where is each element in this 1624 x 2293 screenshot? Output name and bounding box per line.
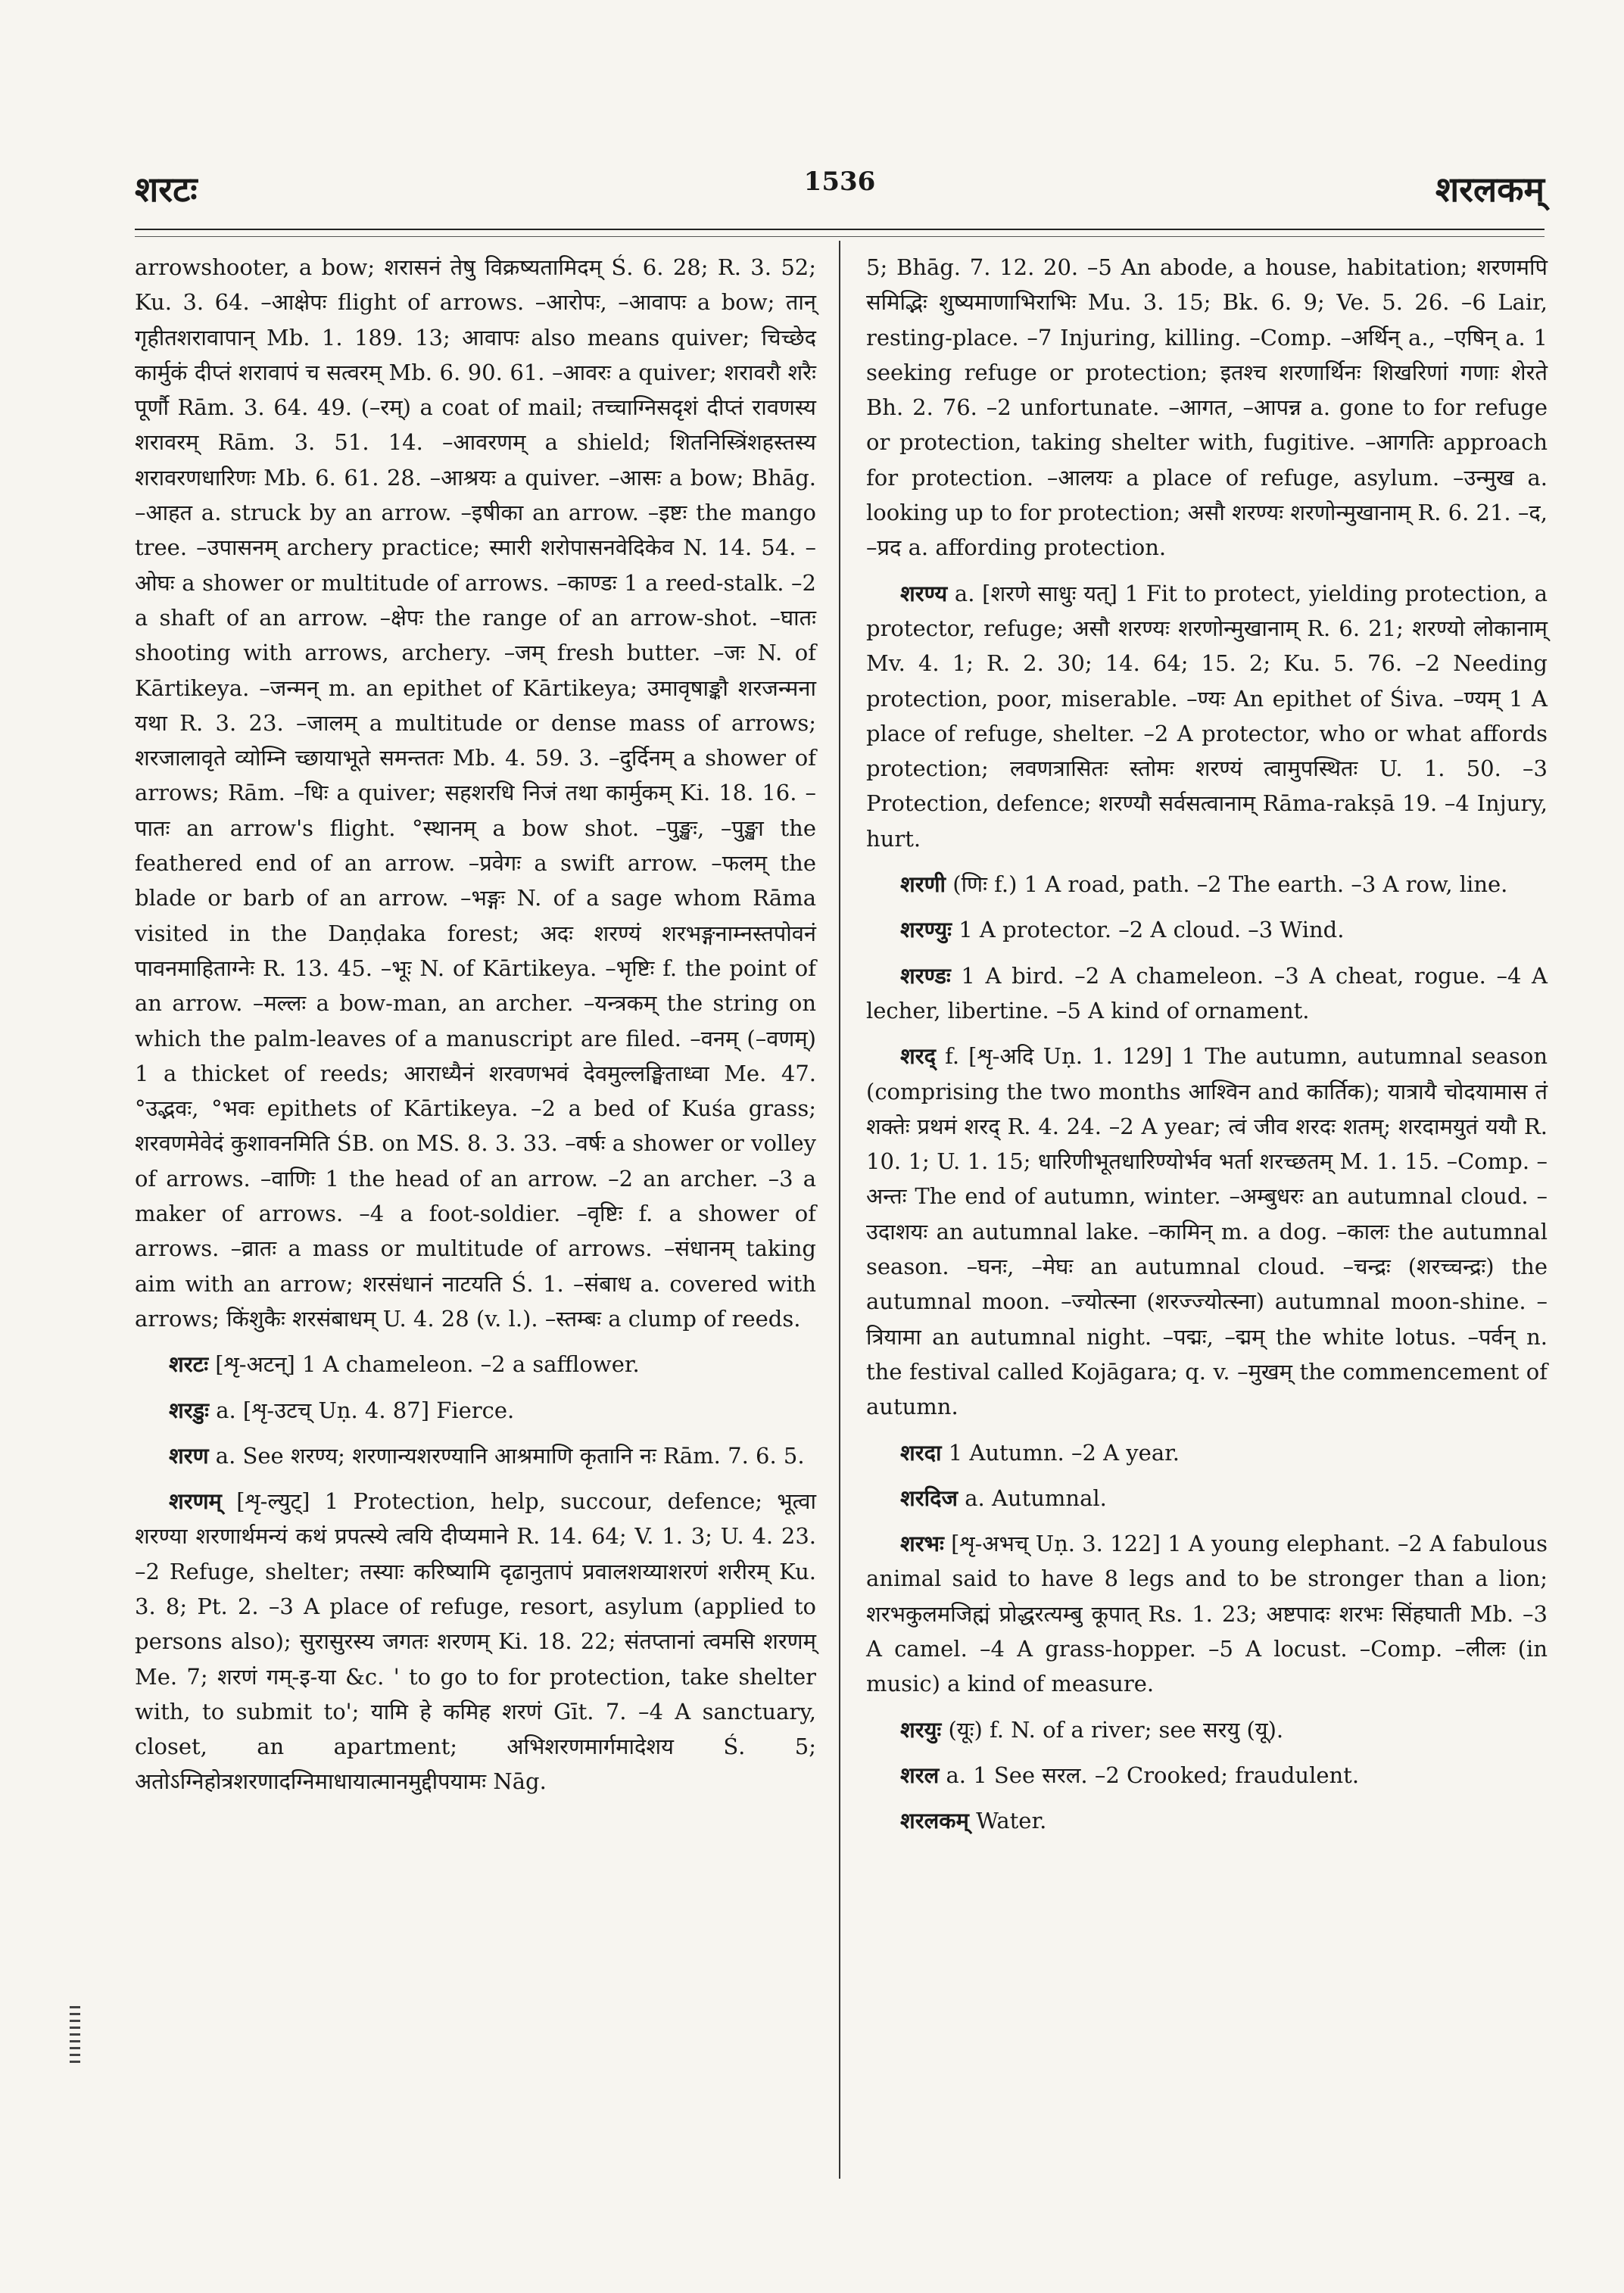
- headword: शरणम्: [169, 1488, 222, 1515]
- headword: शरदा: [900, 1439, 942, 1466]
- running-head-right: शरलकम्: [1435, 169, 1545, 210]
- headword: शरद्: [900, 1043, 936, 1070]
- entry-definition: a. See शरण्य; शरणान्यशरण्यानि आश्रमाणि कृतानि नः Rām. 7. 6. 5.: [215, 1442, 805, 1469]
- dictionary-entry: [866, 1435, 1548, 1470]
- dictionary-entry: [135, 1438, 816, 1473]
- dictionary-entry: [135, 1347, 816, 1382]
- dictionary-entry: [866, 1481, 1548, 1516]
- margin-marks: [70, 2006, 80, 2063]
- column-divider: [839, 241, 840, 2179]
- running-head-left: शरटः: [135, 169, 198, 210]
- entry-definition: a. [शृ-उटच् Uṇ. 4. 87] Fierce.: [216, 1397, 515, 1423]
- entry-definition: 1 A protector. –2 A cloud. –3 Wind.: [959, 917, 1345, 943]
- dictionary-entry: [866, 1526, 1548, 1701]
- entry-definition: [शृ-ल्युट्] 1 Protection, help, succour, defence; भूत्वा शरण्या शरणार्थमन्यं कथं प्रपत्स्ये त्वयि दीप्यमाने R. 14. 64; V. 1. 3; U. 4. 23. –2 Refuge, shelter; तस्याः करिष्यामि दृढानुतापं प्रवालशय्याशरणं शरीरम् Ku. 3. 8; Pt. 2. –3 A place of refuge, resort, asylum (applied to persons also); सुरासुरस्य जगतः शरणम् Ki. 18. 22; संतप्तानां त्वमसि शरणम् Me. 7; शरणं गम्-इ-या &c. ' to go to for protection, take shelter with, to submit to'; यामि हे कमिह शरणं Gīt. 7. –4 A sanctuary, closet, an apartment; अभिशरणमार्गमादेशय Ś. 5; अतोऽग्निहोत्रशरणादग्निमाधायात्मानमुद्दीपयामः Nāg.: [135, 1488, 817, 1795]
- entry-definition: [शृ-अभच् Uṇ. 3. 122] 1 A young elephant. –2 A fabulous animal said to have 8 legs and to be stronger than a lion; शरभकुलमजिह्मं प्रोद्धरत्यम्बु कूपात् Rs. 1. 23; अष्टपादः शरभः सिंहघाती Mb. –3 A camel. –4 A grass-hopper. –5 A locust. –Comp. –लीलः (in music) a kind of measure.: [866, 1531, 1548, 1697]
- entry-definition: 1 A bird. –2 A chameleon. –3 A cheat, rogue. –4 A lecher, libertine. –5 A kind of ornament.: [866, 962, 1548, 1023]
- entry-definition: f. [शृ-अदि Uṇ. 1. 129] 1 The autumn, autumnal season (comprising the two months आश्विन and कार्तिक); यात्रायै चोदयामास तं शक्तेः प्रथमं शरद् R. 4. 24. –2 A year; त्वं जीव शरदः शतम्; शरदामयुतं ययौ R. 10. 1; U. 1. 15; धारिणीभूतधारिण्योर्भव भर्ता शरच्छतम् M. 1. 15. –Comp. –अन्तः The end of autumn, winter. –अम्बुधरः an autumnal cloud. –उदाशयः an autumnal lake. –कामिन् m. a dog. –कालः the autumnal season. –घनः, –मेघः an autumnal cloud. –चन्द्रः (शरच्चन्द्रः) the autumnal moon. –ज्योत्स्ना (शरज्ज्योत्स्ना) autumnal moon-shine. –त्रियामा an autumnal night. –पद्मः, –द्मम् the white lotus. –पर्वन् n. the festival called Kojāgara; q. v. –मुखम् the commencement of autumn.: [866, 1043, 1548, 1420]
- dictionary-entry: [135, 1484, 816, 1799]
- dictionary-entry: [866, 1712, 1548, 1747]
- headword: शरटः: [169, 1351, 209, 1378]
- dictionary-entry: [866, 867, 1548, 902]
- headword: शरदिज: [900, 1485, 959, 1511]
- entry-definition: Water.: [976, 1808, 1047, 1834]
- dictionary-entry: [866, 1803, 1548, 1838]
- dictionary-entry: [866, 958, 1548, 1029]
- entry-definition: (यूः) f. N. of a river; see सरयु (यू).: [948, 1716, 1284, 1743]
- dictionary-entry: [866, 912, 1548, 947]
- left-column: [135, 250, 816, 1810]
- page-number: 1536: [803, 167, 876, 197]
- entry-definition: a. Autumnal.: [965, 1485, 1107, 1511]
- dictionary-entry: [866, 576, 1548, 856]
- dictionary-entry: [135, 1393, 816, 1428]
- page-header: [135, 165, 1545, 218]
- headword: शरण्य: [900, 580, 948, 606]
- headword: शरडुः: [169, 1397, 209, 1423]
- continued-entry-text: 5; Bhāg. 7. 12. 20. –5 An abode, a house, habitation; शरणमपि समिद्भिः शुष्यमाणाभिराभिः Mu. 3. 15; Bk. 6. 9; Ve. 5. 26. –6 Lair, resting-place. –7 Injuring, killing. –Comp. –अर्थिन् a., –एषिन् a. 1 seeking refuge or protection; इतश्च शरणार्थिनः शिखरिणां गणाः शेरते Bh. 2. 76. –2 unfortunate. –आगत, –आपन्न a. gone to for refuge or protection, taking shelter with, fugitive. –आगतिः approach for protection. –आलयः a place of refuge, asylum. –उन्मुख a. looking up to for protection; असौ शरण्यः शरणोन्मुखानाम् R. 6. 21. –द, –प्रद a. affording protection.: [866, 254, 1548, 561]
- entry-definition: 1 Autumn. –2 A year.: [948, 1439, 1180, 1466]
- headword: शरण: [169, 1442, 209, 1469]
- dictionary-entry: [866, 1758, 1548, 1793]
- continued-entry-text: arrowshooter, a bow; शरासनं तेषु विक्रष्यतामिदम् Ś. 6. 28; R. 3. 52; Ku. 3. 64. –आक्षेपः flight of arrows. –आरोपः, –आवापः a bow; तान् गृहीतशरावापान् Mb. 1. 189. 13; आवापः also means quiver; चिच्छेद कार्मुकं दीप्तं शरावापं च सत्वरम् Mb. 6. 90. 61. –आवरः a quiver; शरावरौ शरैः पूर्णौ Rām. 3. 64. 49. (–रम्) a coat of mail; तच्चाग्निसदृशं दीप्तं रावणस्य शरावरम् Rām. 3. 51. 14. –आवरणम् a shield; शितनिस्त्रिंशहस्तस्य शरावरणधारिणः Mb. 6. 61. 28. –आश्रयः a quiver. –आसः a bow; Bhāg. –आहत a. struck by an arrow. –इषीका an arrow. –इष्टः the mango tree. –उपासनम् archery practice; स्मारी शरोपासनवेदिकेव N. 14. 54. –ओघः a shower or multitude of arrows. –काण्डः 1 a reed-stalk. –2 a shaft of an arrow. –क्षेपः the range of an arrow-shot. –घातः shooting with arrows, archery. –जम् fresh butter. –जः N. of Kārtikeya. –जन्मन् m. an epithet of Kārtikeya; उमावृषाङ्कौ शरजन्मना यथा R. 3. 23. –जालम् a multitude or dense mass of arrows; शरजालावृते व्योम्नि च्छायाभूते समन्ततः Mb. 4. 59. 3. –दुर्दिनम् a shower of arrows; Rām. –धिः a quiver; सहशरधि निजं तथा कार्मुकम् Ki. 18. 16. –पातः an arrow's flight. °स्थानम् a bow shot. –पुङ्खः, –पुङ्खा the feathered end of an arrow. –प्रवेगः a swift arrow. –फलम् the blade or barb of an arrow. –भङ्गः N. of a sage whom Rāma visited in the Daṇḍaka forest; अदः शरण्यं शरभङ्गनाम्नस्तपोवनं पावनमाहिताग्नेः R. 13. 45. –भूः N. of Kārtikeya. –भृष्टिः f. the point of an arrow. –मल्लः a bow-man, an archer. –यन्त्रकम् the string on which the palm-leaves of a manuscript are filed. –वनम् (–वणम्) 1 a thicket of reeds; आराध्यैनं शरवणभवं देवमुल्लङ्घिताध्वा Me. 47. °उद्भवः, °भवः epithets of Kārtikeya. –2 a bed of Kuśa grass; शरवणमेवेदं कुशावनमिति ŚB. on MS. 8. 3. 33. –वर्षः a shower or volley of arrows. –वाणिः 1 the head of an arrow. –2 an archer. –3 a maker of arrows. –4 a foot-soldier. –वृष्टिः f. a shower of arrows. –व्रातः a mass or multitude of arrows. –संधानम् taking aim with an arrow; शरसंधानं नाटयति Ś. 1. –संबाध a. covered with arrows; किंशुकैः शरसंबाधम् U. 4. 28 (v. l.). –स्तम्बः a clump of reeds.: [135, 254, 816, 1332]
- right-column: [866, 250, 1548, 1849]
- entry-definition: [शृ-अटन्] 1 A chameleon. –2 a safflower.: [215, 1351, 640, 1378]
- dictionary-entry: [866, 1039, 1548, 1424]
- headword: शरलकम्: [900, 1808, 969, 1834]
- entry-definition: (णिः f.) 1 A road, path. –2 The earth. –3 A row, line.: [952, 871, 1508, 898]
- headword: शरणी: [900, 871, 946, 898]
- headword: शरण्युः: [900, 917, 952, 943]
- headword: शरभः: [900, 1531, 944, 1557]
- headword: शरयुः: [900, 1716, 942, 1743]
- headword: शरल: [900, 1762, 940, 1788]
- header-rule: [135, 229, 1545, 237]
- entry-definition: a. [शरणे साधुः यत्] 1 Fit to protect, yielding protection, a protector, refuge; असौ शरण्यः शरणोन्मुखानाम् R. 6. 21; शरण्यो लोकानाम् Mv. 4. 1; R. 2. 30; 14. 64; 15. 2; Ku. 5. 76. –2 Needing protection, poor, miserable. –ण्यः An epithet of Śiva. –ण्यम् 1 A place of refuge, shelter. –2 A protector, who or what affords protection; लवणत्रासितः स्तोमः शरण्यं त्वामुपस्थितः U. 1. 50. –3 Protection, defence; शरण्यौ सर्वसत्वानाम् Rāma-rakṣā 19. –4 Injury, hurt.: [866, 580, 1548, 852]
- headword: शरण्डः: [900, 962, 951, 989]
- entry-definition: a. 1 See सरल. –2 Crooked; fraudulent.: [946, 1762, 1360, 1788]
